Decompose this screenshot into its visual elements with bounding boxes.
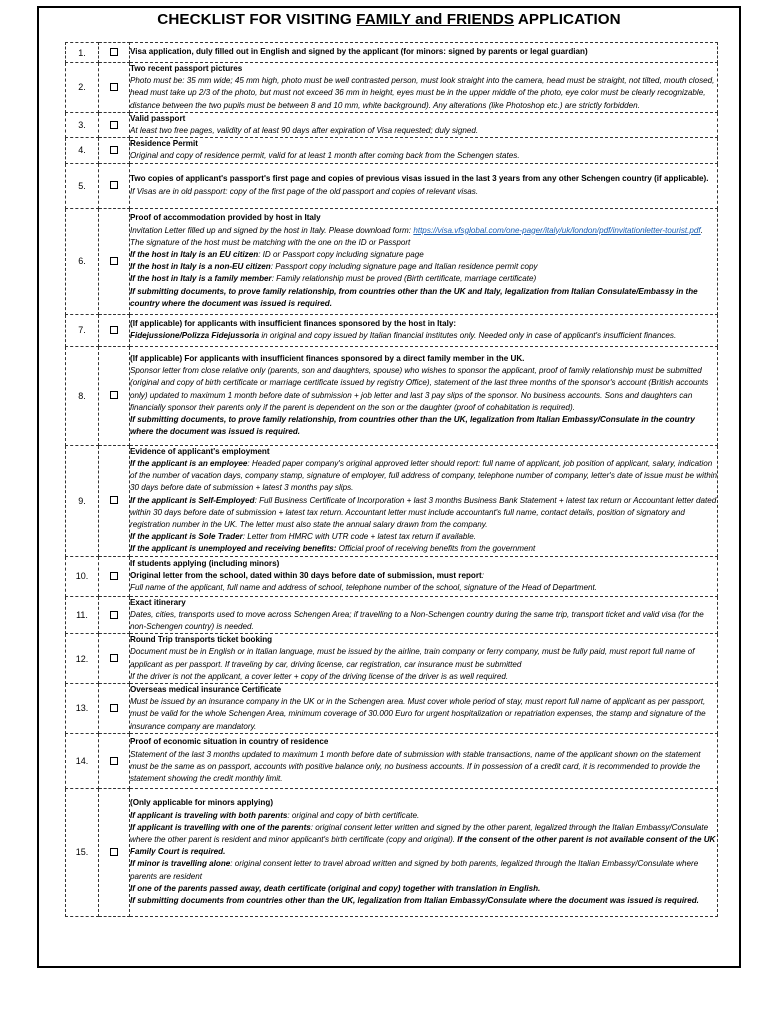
item-text: If applicant is travelling with one of the parents [130, 822, 311, 832]
item-text: If the host in Italy is a family member [130, 274, 272, 284]
item-paragraph [130, 582, 717, 594]
item-paragraph [130, 883, 717, 895]
item-text: : Full Business Certificate of Incorporation + last 3 months Business Bank Statement + latest tax return or Accountant letter dated within 30 days before date of submission + latest tax return. Accountant letter must include accountant's full name, contact details, position of signatory and registration number in the UK. The letter must also state the annual salary drawn from the company. [130, 495, 717, 529]
checkbox-cell [99, 445, 130, 556]
checklist-row [66, 556, 718, 596]
item-paragraph [130, 75, 717, 112]
item-text: Document must be in English or in Italian language, must be issued by the airline, train company or ferry company, must be fully paid, must report full name of applicant as per passport. If traveling by car, driving license, car registration, car insurance must be submitted [130, 647, 695, 669]
item-content [130, 163, 718, 208]
item-content [130, 596, 718, 634]
item-paragraph [130, 810, 717, 822]
item-text: Statement of the last 3 months updated to maximum 1 month before date of submission with stable transactions, name of the applicant shown on the statement must be the same as on passport, accounts with positive balance only, no business accounts. If in possession of a credit card, it is recommended to provide the statement showing the credit monthly limit. [130, 749, 701, 784]
item-paragraph [130, 273, 717, 285]
checkbox-cell [99, 138, 130, 163]
checkbox-cell [99, 634, 130, 684]
item-paragraph [130, 261, 717, 273]
item-text: Full name of the applicant, full name and address of school, telephone number of the school, signature of the Head of Department. [130, 583, 598, 593]
checklist-row [66, 733, 718, 788]
item-text: Must be issued by an insurance company in the UK or in the Schengen area. Must cover whole period of stay, must report full name of applicant as per passport, must be valid for the whole Schengen Area, minimum coverage of 30.000 Euro for urgent hospitalization or repatriation expenses, the stamp and signature of the insurance company are mandatory. [130, 697, 706, 731]
checklist-row [66, 634, 718, 684]
item-text: If the applicant is unemployed and receiving benefits: [130, 544, 337, 554]
item-text: : Passport copy including signature page and Italian residence permit copy [270, 262, 538, 272]
item-paragraph [130, 286, 717, 310]
title-underlined: FAMILY and FRIENDS [356, 11, 515, 28]
document-title [39, 11, 739, 28]
checkbox[interactable] [110, 654, 118, 662]
item-paragraph [130, 414, 717, 438]
item-content [130, 314, 718, 346]
download-link[interactable]: https://visa.vfsglobal.com/one-pager/italy/uk/london/pdf/invitationletter-tourist.pdf [413, 225, 701, 235]
checklist-row [66, 43, 718, 63]
checkbox[interactable] [110, 48, 118, 56]
checkbox-cell [99, 788, 130, 916]
item-text: If the host in Italy is an EU citizen [130, 249, 259, 259]
item-number: 11. [66, 596, 99, 634]
item-content [130, 445, 718, 556]
item-heading: (Only applicable for minors applying) [130, 798, 274, 808]
checkbox[interactable] [110, 121, 118, 129]
item-heading: Proof of economic situation in country of residence [130, 737, 329, 747]
checklist-row [66, 163, 718, 208]
checkbox-cell [99, 208, 130, 314]
item-paragraph [130, 696, 717, 733]
item-paragraph [130, 458, 717, 495]
checkbox-cell [99, 733, 130, 788]
item-paragraph [130, 186, 717, 198]
item-number: 3. [66, 112, 99, 137]
item-text: If minor is travelling alone [130, 859, 231, 869]
checklist-row [66, 788, 718, 916]
item-paragraph [130, 646, 717, 670]
checkbox[interactable] [110, 83, 118, 91]
item-paragraph [130, 249, 717, 261]
item-heading: (If applicable) for applicants with insufficient finances sponsored by the host in Italy: [130, 318, 457, 328]
item-text: : Family relationship must be proved (Birth certificate, marriage certificate) [271, 274, 537, 284]
item-paragraph [130, 543, 717, 555]
item-text: : original and copy of birth certificate. [287, 810, 420, 820]
item-content [130, 63, 718, 113]
checklist-row [66, 63, 718, 113]
item-text: : ID or Passport copy including signature page [258, 249, 424, 259]
checkbox-cell [99, 112, 130, 137]
item-text: : original consent letter written and signed by the other parent, legalized through the Italian Embassy/Consulate where the other parent is resident and minor applicant's birth certificate (copy and original). [130, 822, 709, 845]
item-paragraph [130, 858, 717, 882]
item-text: At least two free pages, validity of at least 90 days after expiration of Visa requested; duly signed. [130, 126, 479, 136]
item-heading: Overseas medical insurance Certificate [130, 685, 282, 695]
item-paragraph [130, 822, 717, 859]
item-number: 4. [66, 138, 99, 163]
item-paragraph [130, 150, 717, 162]
checklist-table [65, 42, 718, 917]
checklist-row [66, 596, 718, 634]
item-text: : [481, 571, 484, 581]
item-heading: Two recent passport pictures [130, 64, 243, 73]
item-number: 15. [66, 788, 99, 916]
item-text: If one of the parents passed away, death certificate (original and copy) together with translation in English. [130, 883, 541, 893]
item-paragraph [130, 225, 717, 249]
item-heading: Valid passport [130, 113, 186, 123]
checkbox[interactable] [110, 848, 118, 856]
checkbox[interactable] [110, 391, 118, 399]
item-content [130, 556, 718, 596]
item-text: If the applicant is Sole Trader [130, 532, 243, 542]
checkbox-cell [99, 346, 130, 445]
item-content [130, 634, 718, 684]
item-heading: Two copies of applicant's passport's first page and copies of previous visas issued in the last 3 years from any other Schengen country (if applicable). [130, 174, 709, 184]
item-text: If submitting documents, to prove family relationship, from countries other than the UK and Italy, legalization from Italian Consulate/Embassy in the country where the document was issued is required. [130, 286, 698, 308]
item-number: 5. [66, 163, 99, 208]
item-number: 9. [66, 445, 99, 556]
item-paragraph [130, 531, 717, 543]
item-paragraph [130, 570, 717, 582]
checklist-row [66, 138, 718, 163]
item-paragraph [130, 125, 717, 137]
item-content [130, 208, 718, 314]
item-heading: Proof of accommodation provided by host in Italy [130, 213, 321, 223]
item-content [130, 684, 718, 734]
checkbox[interactable] [110, 611, 118, 619]
checkbox[interactable] [110, 496, 118, 504]
item-number: 2. [66, 63, 99, 113]
item-content [130, 112, 718, 137]
item-content [130, 346, 718, 445]
checkbox[interactable] [110, 704, 118, 712]
item-heading: Evidence of applicant's employment [130, 446, 270, 456]
checkbox[interactable] [110, 257, 118, 265]
item-paragraph [130, 495, 717, 532]
item-content [130, 788, 718, 916]
item-heading: Residence Permit [130, 139, 198, 149]
item-heading: Round Trip transports ticket booking [130, 635, 273, 645]
item-text: If applicant is traveling with both parents [130, 810, 288, 820]
item-number: 10. [66, 556, 99, 596]
item-text: in original and copy issued by Italian financial institutes only. Needed only in case of applicant's insufficient finances. [259, 331, 677, 341]
checkbox-cell [99, 63, 130, 113]
item-text: Fidejussione/Polizza Fidejussoria [130, 331, 260, 341]
item-text: If submitting documents, to prove family relationship, from countries other than the UK, legalization from Italian Embassy/Consulate in the country where the document was issued is required. [130, 414, 695, 437]
item-number: 8. [66, 346, 99, 445]
item-text: Dates, cities, transports used to move across Schengen Area; if travelling to a Non-Schengen country during the same trip, transport ticket and valid visa (for the non-Schengen country) is needed. [130, 609, 704, 632]
item-number: 6. [66, 208, 99, 314]
item-text: If the consent of the other parent is not available consent of the UK Family Court is required. [130, 835, 716, 857]
checkbox[interactable] [110, 181, 118, 189]
item-number: 12. [66, 634, 99, 684]
item-number: 13. [66, 684, 99, 734]
checkbox-cell [99, 314, 130, 346]
item-text: Official proof of receiving benefits from the government [336, 544, 536, 554]
item-text: If the applicant is Self-Employed [130, 495, 255, 505]
item-text: . The signature of the host must be matching with the one on the ID or Passport [130, 225, 703, 247]
checkbox[interactable] [110, 757, 118, 765]
item-paragraph [130, 365, 717, 414]
item-paragraph [130, 749, 717, 786]
item-paragraph [130, 895, 717, 907]
item-number: 14. [66, 733, 99, 788]
checkbox[interactable] [110, 146, 118, 154]
item-text: If the driver is not the applicant, a cover letter + copy of the driving license of the driver is as well required. [130, 671, 509, 681]
item-text: Sponsor letter from close relative only (parents, son and daughters, spouse) who wishes to sponsor the applicant, proof of family relationship must be submitted (original and copy of birth certificate or marriage certificate issued by registry Office), statement of the last three months of the sponsor's account (British accounts only) updated to maximum 1 month before date of submission + job letter and last 3 pay slips of the sponsor. No business accounts. Sons and daughters can financially sponsor their parents only if the parent is dependent on the son or the daughter (proof of cohabitation is required). [130, 366, 709, 412]
item-number: 1. [66, 43, 99, 63]
item-number: 7. [66, 314, 99, 346]
item-text: Photo must be: 35 mm wide; 45 mm high, photo must be well contrasted person, must look straight into the camera, head must be straight, not tilted, mouth closed, head must take up 2/3 of the photo, but must not exceed 36 mm in height, eyes must be in the upper middle of the photo, eye color must be clearly recognizable, distance between the two pupils must be between 8 and 10 mm, white background). Any alterations (like Photoshop etc.) are strictly forbidden. [130, 76, 715, 110]
checkbox-cell [99, 43, 130, 63]
item-content [130, 138, 718, 163]
item-heading: If students applying (including minors) [130, 558, 280, 568]
item-text: If the applicant is an employee [130, 458, 248, 468]
checklist-row [66, 314, 718, 346]
item-paragraph [130, 671, 717, 683]
checkbox-cell [99, 596, 130, 634]
checkbox[interactable] [110, 572, 118, 580]
checklist-row [66, 684, 718, 734]
checkbox-cell [99, 556, 130, 596]
item-text: If Visas are in old passport: copy of the first page of the old passport and copies of relevant visas. [130, 186, 479, 196]
document-page [37, 6, 741, 968]
item-content [130, 43, 718, 63]
checkbox-cell [99, 163, 130, 208]
checkbox-cell [99, 684, 130, 734]
item-text: : Headed paper company's original approved letter should report: full name of applicant, job position of applicant, salary, indication of the number of vacation days, company stamp, signature of employer, full address of company, telephone number of company, letter's date of issue must be within 30 days before date of submission + latest 3 months pay slips. [130, 458, 718, 493]
checkbox[interactable] [110, 326, 118, 334]
checklist-row [66, 208, 718, 314]
item-text: If the host in Italy is a non-EU citizen [130, 262, 271, 272]
checklist-row [66, 346, 718, 445]
item-text: : original consent letter to travel abroad written and signed by both parents, legalized through the Italian Embassy/Consulate where parents are resident [130, 859, 699, 881]
item-heading: Exact itinerary [130, 597, 186, 607]
item-text: Invitation Letter filled up and signed by the host in Italy. Please download form: [130, 225, 414, 235]
item-text: If submitting documents from countries other than the UK, legalization from Italian Embassy/Consulate where the document was issued is required. [130, 896, 699, 906]
item-text: Original and copy of residence permit, valid for at least 1 month after coming back from the Schengen states. [130, 151, 520, 161]
item-content [130, 733, 718, 788]
item-heading: (If applicable) For applicants with insufficient finances sponsored by a direct family member in the UK. [130, 353, 525, 363]
item-heading: Visa application, duly filled out in English and signed by the applicant (for minors: signed by parents or legal guardian) [130, 47, 588, 57]
checklist-row [66, 112, 718, 137]
item-paragraph [130, 609, 717, 633]
title-suffix: APPLICATION [514, 11, 621, 28]
item-text: Original letter from the school, dated within 30 days before date of submission, must report [130, 571, 482, 581]
item-text: : Letter from HMRC with UTR code + latest tax return if available. [242, 532, 476, 542]
title-prefix: CHECKLIST FOR VISITING [157, 11, 357, 28]
item-paragraph [130, 330, 717, 342]
checklist-row [66, 445, 718, 556]
